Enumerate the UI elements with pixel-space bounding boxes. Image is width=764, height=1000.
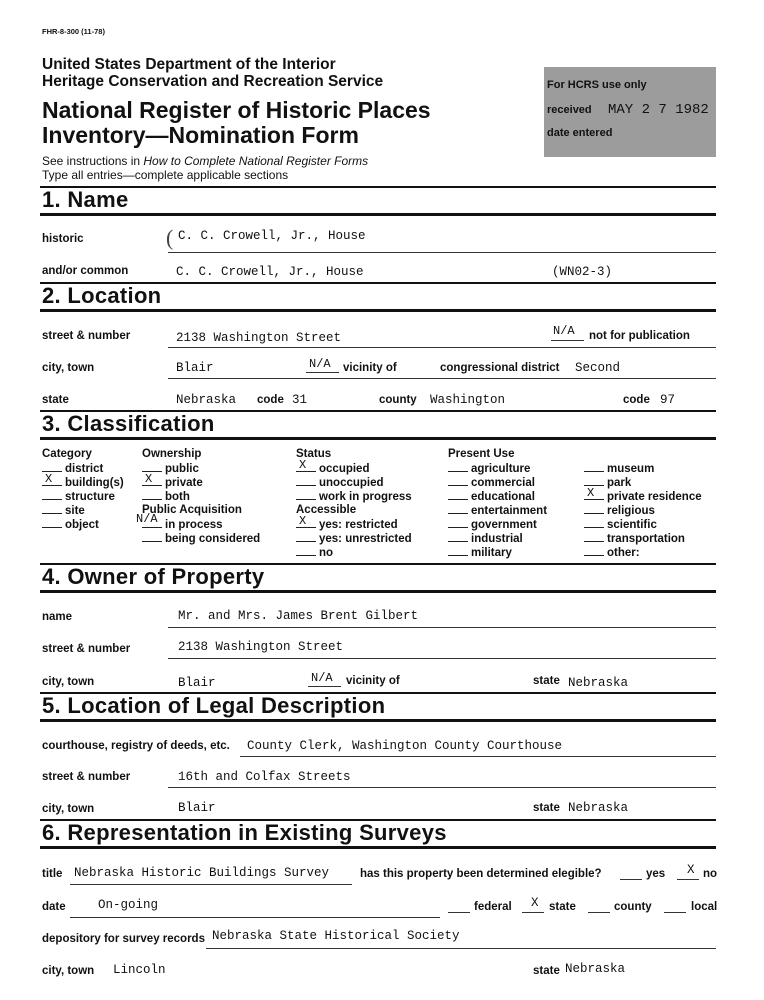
present-use-column: Present Use agriculture commercial educational entertainment government industrial military [448,448,548,559]
survey-state-value: Nebraska [565,962,626,976]
check-blank[interactable] [584,486,604,500]
bracket-mark: ( [166,225,174,250]
check-mark: X [587,486,595,500]
check-label: site [65,505,85,517]
check-blank[interactable] [448,545,468,556]
form-id: FHR-8-300 (11-78) [42,27,105,36]
check-blank[interactable] [584,517,604,528]
check-label: unoccupied [319,477,384,489]
owner-street-value: 2138 Washington Street [178,640,344,654]
check-blank[interactable] [448,461,468,472]
check-mark: X [299,458,307,472]
check-blank[interactable] [296,514,316,528]
check-label: object [65,519,99,531]
legal-state-value: Nebraska [568,801,629,815]
survey-city-value: Lincoln [113,963,166,977]
check-blank[interactable] [296,545,316,556]
checkbox-item [448,475,547,489]
ownership-column: Ownership public X private both Public Acquisition N/A in process being considered [136,448,261,545]
check-label: museum [607,463,655,475]
location-city-value: Blair [176,361,214,375]
check-blank[interactable] [42,517,62,528]
form-title-line-1: National Register of Historic Places [42,97,431,123]
check-label: private [165,477,203,489]
county-value: Washington [430,393,506,407]
checkbox-item [136,512,260,531]
status-column: Status X occupied unoccupied work in progress Accessible X yes: restricted yes: unrestricted no [296,448,412,559]
check-label: private residence [607,491,702,503]
check-blank[interactable] [584,503,604,514]
section-rule [40,186,716,188]
check-blank[interactable] [142,461,162,472]
location-street-value: 2138 Washington Street [176,331,342,345]
check-blank[interactable] [584,545,604,556]
check-label: structure [65,491,115,503]
check-blank[interactable] [448,489,468,500]
section-1-heading: 1. Name [42,187,129,212]
check-blank[interactable] [142,472,162,486]
agency-line-1: United States Department of the Interior [42,56,336,73]
section-3-heading: 3. Classification [42,411,215,436]
checkbox-item [296,458,412,475]
check-label: military [471,547,512,559]
check-blank[interactable] [448,475,468,486]
check-blank[interactable] [584,461,604,472]
section-rule [40,213,716,216]
check-blank[interactable] [42,472,62,486]
check-label: industrial [471,533,523,545]
form-title-line-2: Inventory—Nomination Form [42,122,359,148]
check-label: scientific [607,519,657,531]
common-name-value: C. C. Crowell, Jr., House [176,265,364,279]
site-code-value: (WN02-3) [552,265,613,279]
checkbox-item [142,461,260,475]
check-label: park [607,477,632,489]
section-2-heading: 2. Location [42,283,162,308]
check-blank[interactable] [136,512,162,528]
check-mark: N/A [136,512,158,526]
check-label: government [471,519,537,531]
survey-date-value: On-going [98,898,159,912]
courthouse-value: County Clerk, Washington County Courthouse [247,739,563,753]
checkbox-item [584,461,702,475]
checkbox-item [42,517,124,531]
owner-city-value: Blair [178,676,216,690]
check-mark: X [299,514,307,528]
check-blank[interactable] [296,458,316,472]
check-blank[interactable] [296,531,316,542]
check-label: public [165,463,199,475]
check-blank[interactable] [42,503,62,514]
check-blank[interactable] [448,517,468,528]
check-label: being considered [165,533,261,545]
instructions: See instructions in How to Complete National Register Forms [42,154,369,168]
check-label: transportation [607,533,685,545]
check-label: both [165,491,190,503]
section-4-heading: 4. Owner of Property [42,564,265,589]
checkbox-item [296,489,412,503]
depository-value: Nebraska State Historical Society [212,929,460,943]
check-label: religious [607,505,655,517]
received-date-stamp: MAY 2 7 1982 [608,102,709,118]
checkbox-item [584,545,702,559]
present-use-column-2 [584,461,702,559]
instructions-line-2: Type all entries—complete applicable sections [42,168,289,182]
checkbox-item [42,489,124,503]
category-column: Category district X building(s) structure site object [42,448,124,531]
owner-name-value: Mr. and Mrs. James Brent Gilbert [178,609,419,623]
check-label: yes: restricted [319,519,398,531]
checkbox-item [296,475,412,489]
checkbox-item [448,489,547,503]
checkbox-item [448,531,547,545]
checkbox-item [42,472,124,489]
check-blank[interactable] [448,503,468,514]
checkbox-item [448,517,547,531]
legal-street-value: 16th and Colfax Streets [178,770,351,784]
check-blank[interactable] [142,489,162,500]
check-label: yes: unrestricted [319,533,412,545]
checkbox-item [448,461,547,475]
checkbox-item [296,514,412,531]
checkbox-item [584,517,702,531]
check-label: other: [607,547,640,559]
checkbox-item [448,503,547,517]
check-label: agriculture [471,463,531,475]
legal-city-value: Blair [178,801,216,815]
checkbox-item [448,545,547,559]
check-label: district [65,463,104,475]
check-blank[interactable] [584,475,604,486]
historic-name-value: C. C. Crowell, Jr., House [178,229,366,243]
check-blank[interactable] [142,531,162,542]
check-mark: X [145,472,153,486]
check-label: in process [165,519,223,531]
checkbox-item [142,472,260,489]
check-blank[interactable] [296,489,316,500]
survey-title-value: Nebraska Historic Buildings Survey [74,866,330,880]
hcrs-use-only-stamp: For HCRS use only received MAY 2 7 1982 date entered [544,67,716,157]
section-5-heading: 5. Location of Legal Description [42,693,386,718]
checkbox-item [584,531,702,545]
checkbox-item [142,531,260,545]
check-label: commercial [471,477,535,489]
check-blank[interactable] [42,461,62,472]
check-blank[interactable] [448,531,468,542]
checkbox-item [296,531,412,545]
checkbox-item [42,461,124,475]
check-blank[interactable] [42,489,62,500]
checkbox-item [142,489,260,503]
checkbox-item [584,486,702,503]
check-label: no [319,547,334,559]
section-6-heading: 6. Representation in Existing Surveys [42,820,447,845]
check-mark: X [45,472,53,486]
check-blank[interactable] [584,531,604,542]
check-blank[interactable] [296,475,316,486]
checkbox-item [584,475,702,489]
congressional-district-value: Second [575,361,621,375]
checkbox-item [584,503,702,517]
check-label: entertainment [471,505,548,517]
checkbox-item [296,545,412,559]
owner-state-value: Nebraska [568,676,629,690]
agency-line-2: Heritage Conservation and Recreation Service [42,73,384,90]
check-label: educational [471,491,535,503]
check-label: work in progress [319,491,412,503]
location-state-value: Nebraska [176,393,237,407]
check-label: building(s) [65,477,124,489]
check-label: occupied [319,463,370,475]
checkbox-item [42,503,124,517]
